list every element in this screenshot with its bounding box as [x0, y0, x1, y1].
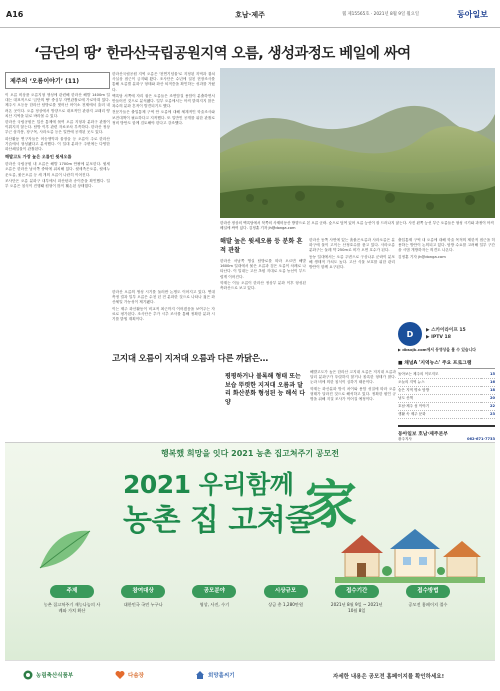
- photo-caption: 한라산 정상의 백록담에서 북쪽의 사제비동산 방향으로 본 오름 군락. 숲으로 덮여 있어 오름 능선이 잘 드러나지 않는다. 사진 왼쪽 능선 부근 오름들은 형성 시기와 과정이 아직 베일에 싸여 있다. 김정훈 기자 jh@donga.com: [220, 221, 494, 230]
- step-item: [185, 585, 243, 645]
- program-title: 숨은 지역 명소 탐방: [398, 387, 481, 395]
- sponsor-name: 희망홀씨기: [208, 673, 235, 679]
- program-title: 돌아보는 제주의 이모저모: [398, 371, 481, 379]
- advertisement[interactable]: [5, 442, 495, 688]
- office-title: 동아일보 호남·제주본부: [398, 432, 448, 437]
- middle-column-1-body: [220, 259, 306, 291]
- schedule-row: [398, 371, 495, 379]
- paragraph: 이는 제주 화산활동이 비교적 최근까지 이어졌음을 보여주는 자료로 평가된다. 조사단은 추가 시추 조사를 통해 정확한 분화 시기를 밝힐 계획이다.: [112, 306, 215, 322]
- step-label: 공모분야: [192, 585, 236, 598]
- step-value: 2021년 8월 9일 ~ 2021년 10월 8일: [330, 602, 383, 613]
- sponsor-logo: [195, 670, 235, 680]
- paragraph: 한라산 오름의 생성 시기를 둘러싼 논쟁도 이어지고 있다. 연대측정 결과 일부 오름은 수천 년 전 분화한 것으로 나타나 젊은 화산체일 가능성이 제기됐다.: [112, 290, 215, 305]
- step-item: [257, 585, 315, 645]
- schedule-table: [398, 371, 495, 419]
- article-deck: 해발 높은 윗세오름 등 분화 흔적 관찰: [220, 238, 303, 254]
- section-2-body: [310, 370, 396, 403]
- byline: 김정훈 기자 jh@donga.com: [398, 254, 446, 259]
- program-title: 생활 속 제주 문화: [398, 411, 481, 419]
- paragraph: 백록담 서쪽에 자리 잡은 오름들은 조면암질 용암이 분출하면서 만들어진 것으로 분석됐다. 일부 오름에서는 아직 밝혀지지 않은 복수의 분화 흔적이 발견되기도 했다.: [112, 93, 215, 109]
- step-label: 접수방법: [406, 585, 450, 598]
- program-time: 23: [481, 411, 495, 419]
- sponsor-name: 농림축산식품부: [36, 673, 74, 679]
- schedule-title: ■ 채널A '지역뉴스' 주요 프로그램: [398, 359, 495, 369]
- ad-footer: [5, 660, 495, 688]
- sponsor-logo: [115, 670, 144, 680]
- step-value: 상금 총 1,280만원: [268, 602, 303, 607]
- subheading: 해발고도 가장 높은 오름인 윗세오름: [5, 154, 72, 160]
- right-column-body: [398, 238, 495, 260]
- house-illustration: [335, 521, 485, 583]
- channel-item: ▶ IPTV 18: [426, 335, 451, 340]
- channel-logo: D: [398, 322, 422, 346]
- step-value: 공모전 홈페이지 접수: [408, 602, 448, 607]
- program-time: 15: [481, 371, 495, 379]
- office-label: 광주지사: [398, 437, 412, 441]
- paragraph: 동능 일대에서는 오름 주변으로 구상나무 군락이 분포해 생태적 가치도 높다. 고산 식물 보호를 위한 관리 방안이 함께 요구된다.: [309, 254, 395, 270]
- ministry-emblem-icon: [23, 670, 33, 680]
- column-2: [112, 72, 215, 127]
- column-1-body: [5, 93, 110, 189]
- paragraph: 한라산 서남쪽 영실 탐방로를 따라 오르면 해발 1600m 일대에서 붉은 오름과 검은 오름이 차례로 나타난다. 이 일대는 고산 초원 지대로 오름 능선이 부드럽게 이어진다.: [220, 259, 306, 279]
- paragraph: 한라산국립공원 지역 오름은 '천연기념물'로 지정된 지역과 겹쳐 사실상 접근이 금지돼 왔다. 조사단은 수년에 걸친 현장조사를 통해 오름별 분화구 형태와 화산 퇴적층을 확인하는 성과를 거뒀다.: [112, 72, 215, 92]
- heart-icon: [115, 670, 125, 680]
- series-title: 제주의 ‘오름이야기’ (11): [5, 72, 110, 89]
- schedule-row: [398, 379, 495, 387]
- channel-list: [426, 327, 466, 341]
- column-1: [5, 72, 110, 190]
- step-item: [114, 585, 172, 645]
- sponsor-name: 다솜장: [128, 673, 144, 679]
- schedule-row: [398, 395, 495, 403]
- newspaper-logo: 동아일보: [457, 9, 488, 19]
- step-value: 영상, 사진, 수기: [199, 602, 230, 607]
- broadcast-panel: [398, 322, 495, 454]
- paragraph: 화산활동 연구자들은 어승생악과 물장올 등 오름이 주로 한라산 기슭에서 형성됐다고 분석했다. 이 일대 분화구 주변에는 다양한 화산쇄설물이 관찰된다.: [5, 136, 110, 152]
- paragraph: 학계는 이들 오름이 한라산 정상부 분화 이후 형성된 측화산으로 보고 있다.: [220, 280, 306, 291]
- step-label: 시상규모: [264, 585, 308, 598]
- ad-tagline: 행복했 희망을 잇다 2021 농촌 집고쳐주기 공모전: [160, 449, 340, 458]
- program-time: 22: [481, 403, 495, 411]
- step-label: 주제: [50, 585, 94, 598]
- mountain-landscape-image: [220, 68, 495, 218]
- paragraph: 한라산 국립공원 내 오름은 해발 1700m 안팎에 분포한다. 윗세오름은 한라산 남서쪽 중턱에 위치해 있다. 윗세족은오름, 윗세누운오름, 붉은오름 등 세 개의 오름이 나란히 이어진다.: [5, 162, 110, 177]
- paragraph: 한라산 국립공원은 입산 통제에 묶여 오름 지형과 분화구 관찰이 이뤄지지 않는다. 탐방 이후 관련 자료조차 부족하다. 한라산 정상 부근 삼각봉, 장구목, 사라오름 등은 일반에 공개된 곳도 있다.: [5, 120, 110, 135]
- schedule-row: [398, 403, 495, 411]
- ad-footer-note: 자세한 내용은 공모전 홈페이지를 확인하세요!: [333, 674, 445, 680]
- paragraph: 해발고도가 높은 한라산 고지대 오름은 저지대 오름과 달리 분화구가 뚜렷하지 않거나 볼록한 형태가 많다. 눈과 비에 의한 침식이 심하기 때문이다.: [310, 370, 396, 385]
- column-2-body: [112, 72, 215, 126]
- office-phone: 062-671-7733: [467, 437, 495, 441]
- page-number: A16: [6, 10, 24, 19]
- step-item: [399, 585, 457, 645]
- step-value: 농촌 집고쳐주기 재능나눔의 사례와 가치 확산: [43, 602, 101, 613]
- program-title: 오늘의 지역 뉴스: [398, 379, 481, 387]
- step-item: [43, 585, 101, 645]
- schedule-row: [398, 411, 495, 419]
- step-label: 접수기간: [335, 585, 379, 598]
- middle-column-2-body: [309, 238, 395, 270]
- ad-title-line-2: 농촌 집 고쳐줄: [123, 503, 314, 538]
- right-column-article: [398, 238, 495, 261]
- middle-column-2: [309, 238, 395, 271]
- paragraph: 한라산 동쪽 사면에 있는 흙붉은오름과 사라오름은 분화구에 물이 고이는 산정호수를 품고 있다. 사라오름 분화구는 둘레 약 250m로 비가 오면 호수가 된다.: [309, 238, 395, 253]
- step-item: [328, 585, 386, 645]
- page-header: [0, 0, 500, 28]
- program-time: 16: [481, 379, 495, 387]
- contest-steps: [43, 585, 457, 645]
- issue-date: 웹 제15565호 · 2021년 8월 9일 월요일: [342, 12, 419, 17]
- schedule-row: [398, 387, 495, 395]
- program-time: 20: [481, 395, 495, 403]
- home-icon: [195, 670, 205, 680]
- column-2-lower: [112, 290, 215, 323]
- ad-house-character: 家: [305, 475, 358, 536]
- section-2-deck: 평평하거나 볼록해 형태 또는 보습 뚜렷한 지저대 오름과 달리 화산분화 형성된 능 해석 다양: [225, 373, 305, 406]
- sponsor-logo: [23, 670, 73, 680]
- main-headline: ‘금단의 땅’ 한라산국립공원지역 오름, 생성과정도 베일에 싸여: [34, 46, 411, 62]
- program-title: 남도 산책: [398, 395, 481, 403]
- section-name: 호남·제주: [235, 11, 265, 19]
- paragraph: 학계는 화산분화 방식 차이와 용암 성질에 따라 오름 형태가 달라진 것으로 해석하고 있다. 정확한 원인 규명을 위해 지질 조사가 이어질 예정이다.: [310, 386, 396, 402]
- step-value: 대한민국 국민 누구나: [123, 602, 163, 607]
- paragraph: 조사단은 오름 분화구 내부에서 화산탄과 송이층을 확인했다. 일부 오름은 침식이 진행돼 원형이 많이 훼손된 상태였다.: [5, 178, 110, 189]
- channel-row: [398, 322, 495, 346]
- channel-web-link[interactable]: ▶ dbsojk.com에서 동영상을 볼 수 있습니다: [398, 347, 476, 352]
- section-2-text: [310, 370, 396, 402]
- column-2-lower-body: [112, 290, 215, 322]
- paragraph: 출입통제 구역 내 오름에 대해 학술 목적의 제한적 접근을 허용하는 방안이 논의되고 있다. 탐방 수요를 고려해 일부 구간을 시범 개방하자는 의견도 나온다.: [398, 238, 495, 253]
- paragraph: 이 오름 비상품 오름지형 생성에 관련해 한라산 해발 1400m 일대는 대표적으로 '금단의 땅' 중심부 자연관찰로에 가로막혀 있다. 제주시 오등동 한라산 탐방로를 벗어난 어이소 천제에서 훌러 내려온 곳이다. 오름 정상에서 방향으로 대표적인 관광지 교래리 양치산 지역을 뒤로 바라볼 수 있다.: [5, 93, 110, 118]
- program-title: 호남·제주 섬 이야기: [398, 403, 481, 411]
- leaf-decoration-icon: [35, 523, 95, 573]
- paragraph: 전문가들은 출입통제 구역 안 오름에 대해 체계적인 학술조사와 보전대책이 필요하다고 지적했다. 또 일반인 공개를 위한 관찰로 정비 방안도 함께 검토해야 한다고 강조했다.: [112, 110, 215, 125]
- program-time: 18: [481, 387, 495, 395]
- section-2-headline: 고지대 오름이 지저대 오름과 다른 까닭은…: [112, 354, 268, 364]
- channel-item: ▶ 스카이라이프 15: [426, 328, 466, 333]
- ad-title-line-1: 2021 우리함께: [123, 470, 294, 499]
- step-label: 참여대상: [121, 585, 165, 598]
- middle-column-1: [220, 238, 306, 292]
- landscape-photo: [220, 68, 495, 218]
